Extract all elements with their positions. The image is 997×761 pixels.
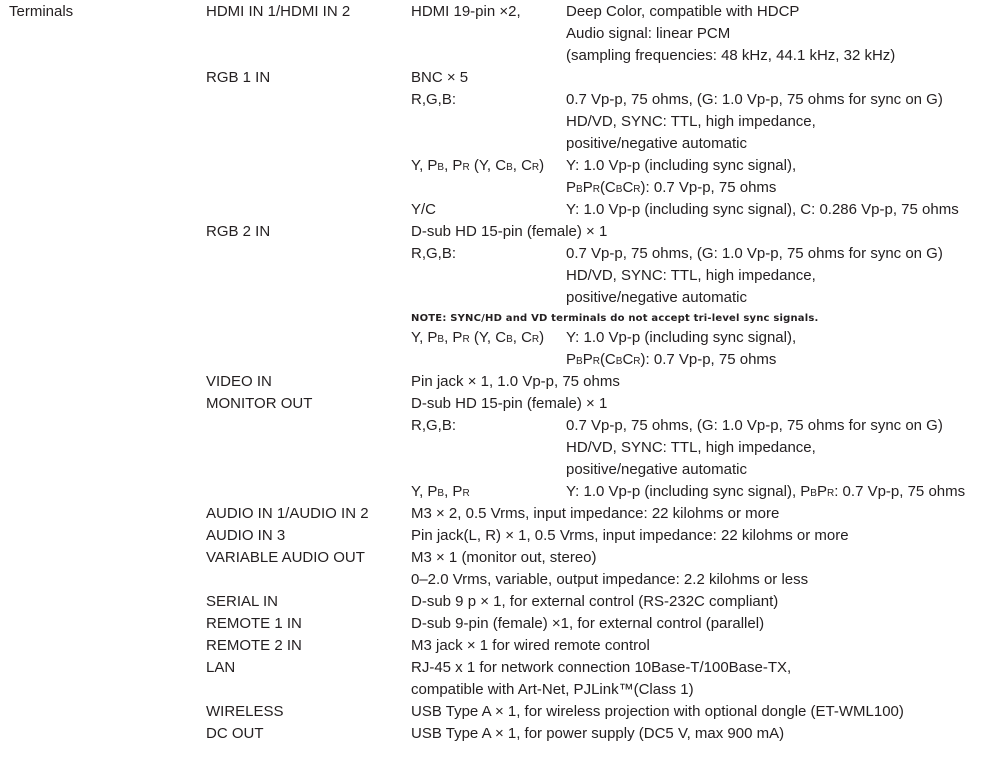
signal-spec: positive/negative automatic	[566, 135, 747, 152]
signal-label-rgb: R,G,B:	[411, 417, 457, 434]
terminal-desc: (sampling frequencies: 48 kHz, 44.1 kHz, 32 kHz)	[566, 47, 896, 64]
terminal-name-rgb1: RGB 1 IN	[206, 69, 271, 86]
terminal-name-varaudio: VARIABLE AUDIO OUT	[206, 549, 365, 566]
terminal-type-varaudio: M3 × 1 (monitor out, stereo)	[411, 549, 597, 566]
signal-spec: Y: 1.0 Vp-p (including sync signal), C: 0.286 Vp-p, 75 ohms	[566, 201, 959, 218]
terminal-desc: 0–2.0 Vrms, variable, output impedance: 2.2 kilohms or less	[411, 571, 809, 588]
terminal-name-remote1: REMOTE 1 IN	[206, 615, 302, 632]
terminal-name-dcout: DC OUT	[206, 725, 264, 742]
signal-label-ypbpr: Y, PB, PR (Y, CB, CR)	[411, 157, 545, 174]
signal-spec: positive/negative automatic	[566, 289, 747, 306]
signal-spec: PBPR(CBCR): 0.7 Vp-p, 75 ohms	[566, 179, 777, 196]
signal-spec: HD/VD, SYNC: TTL, high impedance,	[566, 439, 816, 456]
terminal-type-dcout: USB Type A × 1, for power supply (DC5 V, max 900 mA)	[411, 725, 785, 742]
signal-spec: 0.7 Vp-p, 75 ohms, (G: 1.0 Vp-p, 75 ohms for sync on G)	[566, 245, 943, 262]
terminal-type-video: Pin jack × 1, 1.0 Vp-p, 75 ohms	[411, 373, 620, 390]
terminal-name-hdmi: HDMI IN 1/HDMI IN 2	[206, 3, 351, 20]
terminal-type-remote2: M3 jack × 1 for wired remote control	[411, 637, 650, 654]
terminal-name-lan: LAN	[206, 659, 236, 676]
terminal-name-audio12: AUDIO IN 1/AUDIO IN 2	[206, 505, 369, 522]
terminal-type-remote1: D-sub 9-pin (female) ×1, for external control (parallel)	[411, 615, 765, 632]
terminal-type-audio12: M3 × 2, 0.5 Vrms, input impedance: 22 kilohms or more	[411, 505, 780, 522]
section-title: Terminals	[9, 3, 74, 20]
terminal-name-monitor: MONITOR OUT	[206, 395, 313, 412]
signal-label-rgb: R,G,B:	[411, 91, 457, 108]
terminal-type-rgb2: D-sub HD 15-pin (female) × 1	[411, 223, 608, 240]
signal-spec: 0.7 Vp-p, 75 ohms, (G: 1.0 Vp-p, 75 ohms for sync on G)	[566, 417, 943, 434]
terminal-name-video: VIDEO IN	[206, 373, 272, 390]
signal-spec: positive/negative automatic	[566, 461, 747, 478]
terminal-name-serial: SERIAL IN	[206, 593, 278, 610]
signal-label-rgb: R,G,B:	[411, 245, 457, 262]
signal-spec: 0.7 Vp-p, 75 ohms, (G: 1.0 Vp-p, 75 ohms for sync on G)	[566, 91, 943, 108]
terminal-type-monitor: D-sub HD 15-pin (female) × 1	[411, 395, 608, 412]
signal-spec: Y: 1.0 Vp-p (including sync signal),	[566, 157, 797, 174]
terminal-type-wireless: USB Type A × 1, for wireless projection with optional dongle (ET-WML100)	[411, 703, 904, 720]
signal-spec: HD/VD, SYNC: TTL, high impedance,	[566, 113, 816, 130]
signal-label-yc: Y/C	[411, 201, 437, 218]
terminal-name-audio3: AUDIO IN 3	[206, 527, 286, 544]
signal-spec: Y: 1.0 Vp-p (including sync signal),	[566, 329, 797, 346]
signal-spec: PBPR(CBCR): 0.7 Vp-p, 75 ohms	[566, 351, 777, 368]
signal-spec: HD/VD, SYNC: TTL, high impedance,	[566, 267, 816, 284]
signal-label-ypbpr: Y, PB, PR (Y, CB, CR)	[411, 329, 545, 346]
terminal-type-lan: RJ-45 x 1 for network connection 10Base-T/100Base-TX,	[411, 659, 792, 676]
terminal-type-rgb1: BNC × 5	[411, 69, 469, 86]
terminal-type-hdmi: HDMI 19-pin ×2,	[411, 3, 521, 20]
terminal-desc: Deep Color, compatible with HDCP	[566, 3, 800, 20]
terminal-type-serial: D-sub 9 p × 1, for external control (RS-232C compliant)	[411, 593, 779, 610]
terminal-type-audio3: Pin jack(L, R) × 1, 0.5 Vrms, input impedance: 22 kilohms or more	[411, 527, 849, 544]
terminal-desc: Audio signal: linear PCM	[566, 25, 731, 42]
terminal-name-rgb2: RGB 2 IN	[206, 223, 271, 240]
terminal-desc: compatible with Art-Net, PJLink™(Class 1)	[411, 681, 694, 698]
signal-spec: Y: 1.0 Vp-p (including sync signal), PBPR: 0.7 Vp-p, 75 ohms	[566, 483, 966, 500]
note-sync: NOTE: SYNC/HD and VD terminals do not accept tri-level sync signals.	[411, 313, 819, 324]
terminal-name-wireless: WIRELESS	[206, 703, 284, 720]
terminal-name-remote2: REMOTE 2 IN	[206, 637, 302, 654]
signal-label-ypbpr: Y, PB, PR	[411, 483, 470, 500]
